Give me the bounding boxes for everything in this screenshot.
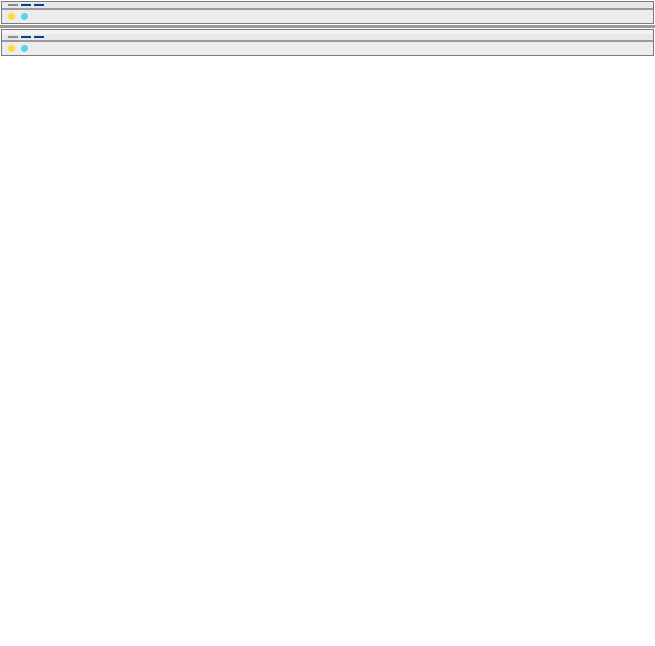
sun-icon: [8, 13, 15, 20]
tab-wind-reports[interactable]: [34, 4, 44, 6]
thermometer-icon: [21, 13, 28, 20]
panel-divider: [0, 25, 655, 28]
tabbar-top: [2, 2, 653, 9]
thermometer-icon-2: [21, 45, 28, 52]
sun-icon-2: [8, 45, 15, 52]
tab-map[interactable]: [8, 4, 18, 6]
footer-top: [2, 9, 653, 23]
tab-webcams[interactable]: [21, 4, 31, 6]
tabbar-bottom: [2, 34, 653, 41]
footer-bottom: [2, 41, 653, 55]
forecast-panel-bottom: [1, 29, 654, 56]
tab-map-2[interactable]: [8, 36, 18, 38]
tab-webcams-2[interactable]: [21, 36, 31, 38]
tab-wind-reports-2[interactable]: [34, 36, 44, 38]
forecast-panel-top: [1, 1, 654, 24]
